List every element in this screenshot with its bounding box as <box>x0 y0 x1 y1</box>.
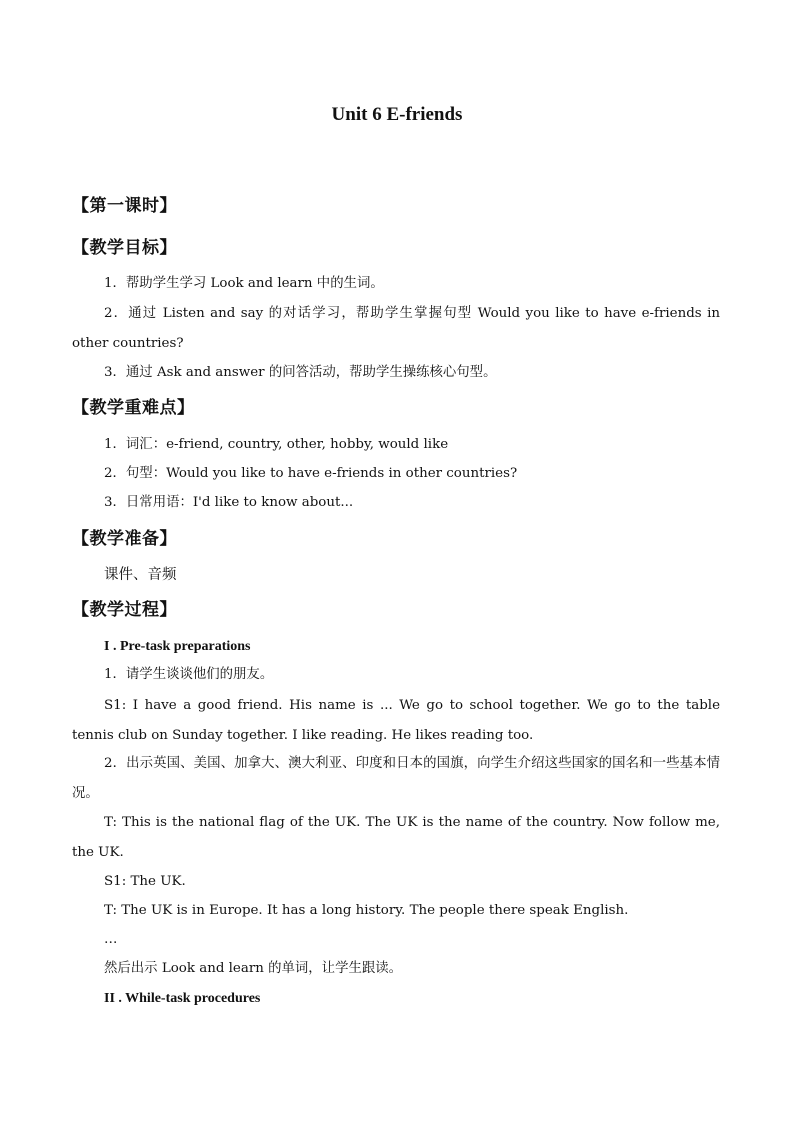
process-heading: 【教学过程】 <box>72 600 177 620</box>
process-step: 2．出示英国、美国、加拿大、澳大利亚、印度和日本的国旗，向学生介绍这些国家的国名和一些基本情况。 <box>72 756 720 801</box>
preparation-heading: 【教学准备】 <box>72 529 177 549</box>
stage-heading: I . Pre-task preparations <box>104 639 251 654</box>
dialogue-line: T: This is the national flag of the UK. The UK is the name of the country. Now follow me, the UK. <box>72 815 720 860</box>
objectives-heading: 【教学目标】 <box>72 238 177 258</box>
dialogue-line: T: The UK is in Europe. It has a long history. The people there speak English. <box>104 903 629 918</box>
key-points-heading: 【教学重难点】 <box>72 398 195 418</box>
process-step: 然后出示 Look and learn 的单词，让学生跟读。 <box>104 961 403 976</box>
process-step: 1．请学生谈谈他们的朋友。 <box>104 667 274 682</box>
key-point-item: 1．词汇：e-friend, country, other, hobby, would like <box>104 437 449 452</box>
ellipsis: … <box>104 932 118 947</box>
objective-item: 1．帮助学生学习 Look and learn 中的生词。 <box>104 276 384 291</box>
stage-heading: II . While-task procedures <box>104 991 261 1006</box>
key-point-item: 3．日常用语：I'd like to know about... <box>104 495 354 510</box>
key-point-item: 2．句型：Would you like to have e-friends in other countries? <box>104 466 518 481</box>
lesson-heading: 【第一课时】 <box>72 196 177 216</box>
preparation-text: 课件、音频 <box>104 567 177 583</box>
objective-item: 3．通过 Ask and answer 的问答活动，帮助学生操练核心句型。 <box>104 365 497 380</box>
document-title: Unit 6 E-friends <box>331 104 463 125</box>
objective-item: 2．通过 Listen and say 的对话学习，帮助学生掌握句型 Would you like to have e-friends in other countries? <box>72 306 720 351</box>
dialogue-line: S1: I have a good friend. His name is ... We go to school together. We go to the table tennis club on Sunday together. I like reading. He likes reading too. <box>72 698 720 743</box>
dialogue-line: S1: The UK. <box>104 874 186 889</box>
